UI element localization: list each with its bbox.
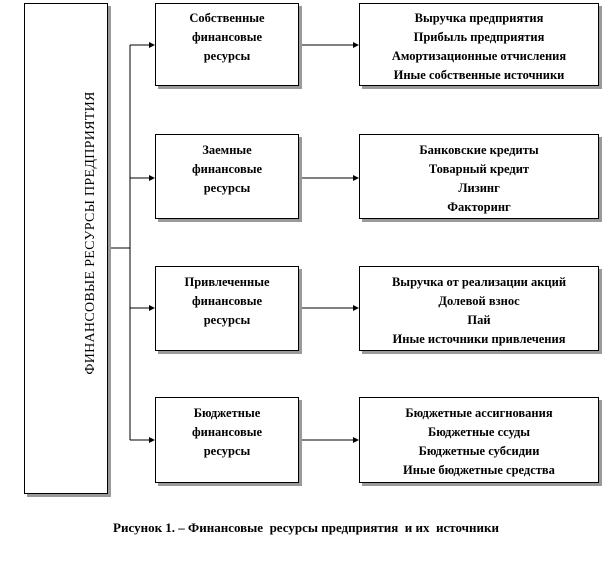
- sources-list-budget: [360, 404, 598, 480]
- source-item: Бюджетные субсидии: [418, 444, 540, 458]
- source-item: Амортизационные отчисления: [391, 49, 567, 63]
- sources-list-own: [360, 9, 598, 85]
- group-box-attracted: [155, 266, 299, 351]
- root-label: ФИНАНСОВЫЕ РЕСУРСЫ ПРЕДПРИЯТИЯ: [83, 91, 98, 375]
- source-item: Лизинг: [458, 181, 500, 195]
- source-item: Бюджетные ссуды: [427, 425, 531, 439]
- sources-box-attracted: [359, 266, 599, 351]
- source-item: Выручка предприятия: [414, 11, 544, 25]
- source-item: Иные собственные источники: [393, 68, 565, 82]
- group-label-own: Собственные финансовые ресурсы: [189, 11, 265, 63]
- group-box-budget: [155, 397, 299, 483]
- source-item: Товарный кредит: [428, 162, 530, 176]
- group-box-own: [155, 3, 299, 86]
- source-item: Иные бюджетные средства: [403, 463, 555, 477]
- group-box-borrowed: [155, 134, 299, 219]
- source-item: Иные источники привлечения: [392, 332, 566, 346]
- group-label-attracted: Привлеченные финансовые ресурсы: [184, 275, 270, 327]
- source-item: Банковские кредиты: [419, 143, 539, 157]
- source-item: Бюджетные ассигнования: [405, 406, 553, 420]
- group-label-borrowed: Заемные финансовые ресурсы: [191, 143, 263, 195]
- source-item: Выручка от реализации акций: [391, 275, 567, 289]
- sources-list-attracted: [360, 273, 598, 349]
- source-item: Долевой взнос: [438, 294, 520, 308]
- sources-box-borrowed: [359, 134, 599, 219]
- group-label-budget: Бюджетные финансовые ресурсы: [191, 406, 263, 458]
- source-item: Факторинг: [447, 200, 511, 214]
- root-box: [24, 3, 108, 494]
- sources-box-budget: [359, 397, 599, 483]
- sources-box-own: [359, 3, 599, 86]
- sources-list-borrowed: [360, 141, 598, 217]
- source-item: Пай: [467, 313, 491, 327]
- source-item: Прибыль предприятия: [413, 30, 545, 44]
- figure-caption: Рисунок 1. – Финансовые ресурсы предприятия и их источники: [113, 520, 499, 535]
